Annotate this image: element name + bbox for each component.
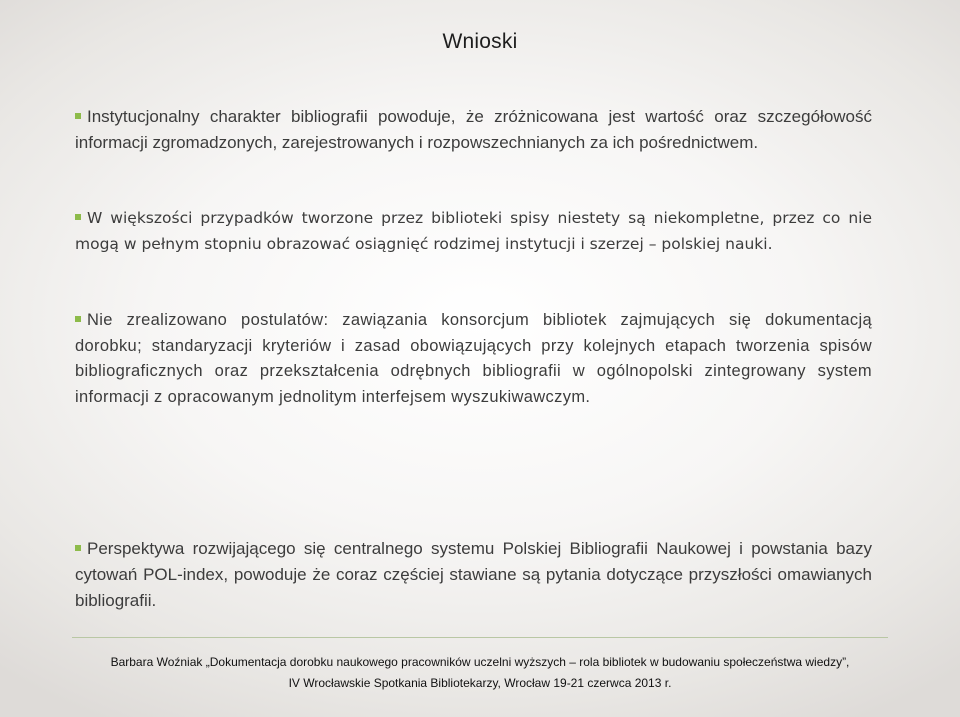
paragraph-text: Instytucjonalny charakter bibliografii powoduje, że zróżnicowana jest wartość oraz szczegółowość informacji zgromadzonych, zarejestrowanych i rozpowszechnianych za ich pośrednictwem. <box>75 107 872 152</box>
footer-citation: Barbara Woźniak „Dokumentacja dorobku naukowego pracowników uczelni wyższych – rola bibliotek w budowaniu społeczeństwa wiedzy”, <box>110 655 850 669</box>
conclusion-paragraph-3 <box>75 308 872 410</box>
slide-footer <box>0 652 960 694</box>
conclusion-paragraph-2 <box>75 205 872 257</box>
paragraph-text: Nie zrealizowano postulatów: zawiązania konsorcjum bibliotek zajmujących się dokumentacją dorobku; standaryzacji kryteriów i zasad obowiązujących przy kolejnych etapach tworzenia spisów bibliograficznych oraz przekształcenia odrębnych bibliografii w ogólnopolski zintegrowany system informacji z opracowanym jednolitym interfejsem wyszukiwawczym. <box>75 311 872 406</box>
square-bullet-icon <box>75 545 81 551</box>
paragraph-text: Perspektywa rozwijającego się centralnego systemu Polskiej Bibliografii Naukowej i powstania bazy cytowań POL-index, powoduje że coraz częściej stawiane są pytania dotyczące przyszłości omawianych bibliografii. <box>75 539 872 610</box>
conclusion-paragraph-1 <box>75 104 872 156</box>
footer-divider <box>72 637 888 638</box>
conclusion-paragraph-4 <box>75 536 872 614</box>
paragraph-text: W większości przypadków tworzone przez biblioteki spisy niestety są niekompletne, przez co nie mogą w pełnym stopniu obrazować osiągnięć rodzimej instytucji i szerzej – polskiej nauki. <box>75 209 872 253</box>
square-bullet-icon <box>75 113 81 119</box>
footer-event: IV Wrocławskie Spotkania Bibliotekarzy, Wrocław 19-21 czerwca 2013 r. <box>288 676 672 690</box>
slide-title: Wnioski <box>442 30 518 53</box>
square-bullet-icon <box>75 316 81 322</box>
square-bullet-icon <box>75 214 81 220</box>
